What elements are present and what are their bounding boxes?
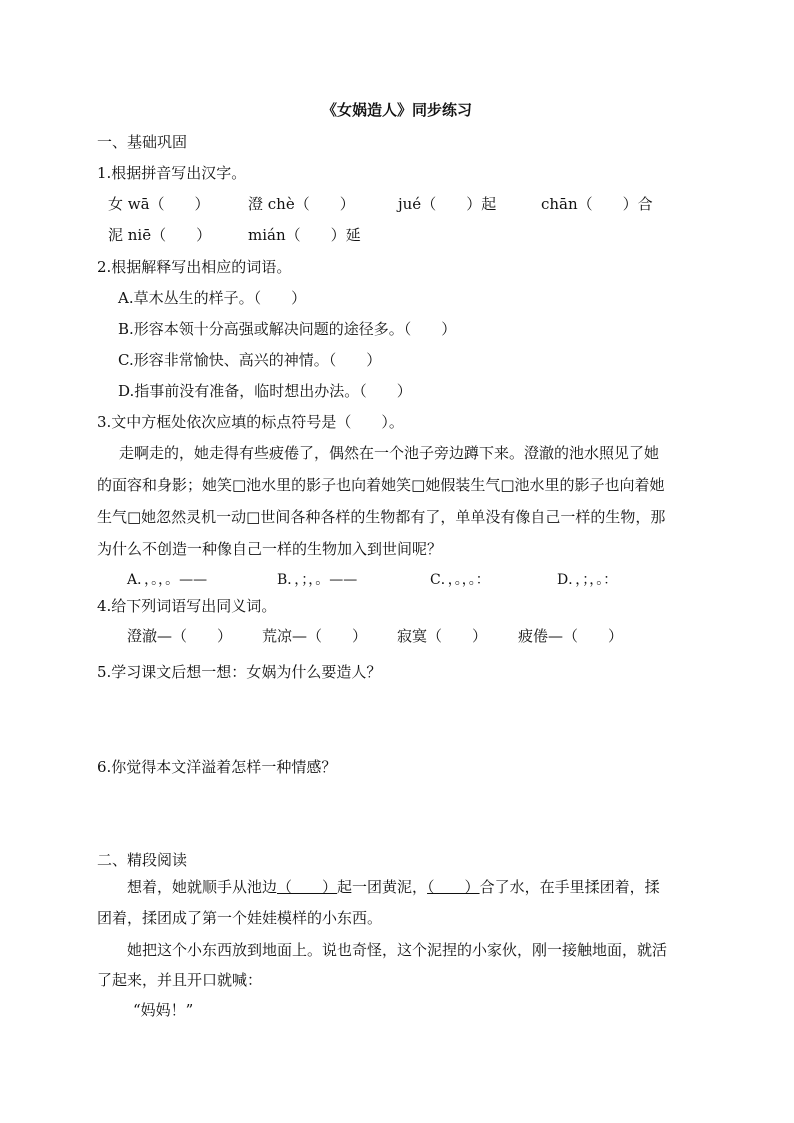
- fill-blank-2: （ ）: [427, 878, 480, 896]
- reading-text: 想着，她就顺手从池边: [127, 878, 278, 896]
- reading-quote: “妈妈！”: [133, 1001, 194, 1019]
- q1-pinyin-item: 泥 niē（ ）: [108, 226, 212, 244]
- q2-definition-item: C.形容非常愉快、高兴的神情。（ ）: [118, 351, 382, 369]
- q1-pinyin-item: jué（ ）起: [398, 195, 497, 213]
- question-2-prompt: 2.根据解释写出相应的词语。: [97, 258, 292, 276]
- q3-option-b: B．，；，。——: [277, 572, 358, 588]
- q2-definition-item: A.草木丛生的样子。（ ）: [118, 289, 307, 307]
- q1-pinyin-item: mián（ ）延: [248, 226, 361, 244]
- q3-option-a: A．，。，。——: [127, 572, 208, 588]
- q4-synonym-item: 寂寞（ ）: [397, 627, 488, 645]
- reading-paragraph-1-line-1: [127, 877, 701, 897]
- reading-text: 合了水，在手里揉团着，揉: [479, 878, 660, 896]
- reading-paragraph-2-line-1: 她把这个小东西放到地面上。说也奇怪，这个泥捏的小家伙，刚一接触地面，就活: [127, 941, 668, 959]
- q2-definition-item: D.指事前没有准备，临时想出办法。（ ）: [118, 382, 412, 400]
- reading-paragraph-1-line-2: 团着，揉团成了第一个娃娃模样的小东西。: [97, 909, 383, 927]
- reading-paragraph-2-line-2: 了起来，并且开口就喊：: [97, 971, 263, 989]
- question-6-prompt: 6.你觉得本文洋溢着怎样一种情感？: [97, 758, 337, 776]
- fill-blank-1: （ ）: [277, 878, 338, 896]
- reading-text: 起一团黄泥，: [337, 878, 428, 896]
- q4-synonym-item: 澄澈—（ ）: [127, 627, 233, 645]
- q2-definition-item: B.形容本领十分高强或解决问题的途径多。（ ）: [118, 320, 457, 338]
- question-4-prompt: 4.给下列词语写出同义词。: [97, 597, 277, 615]
- q4-synonym-item: 荒凉—（ ）: [262, 627, 368, 645]
- q3-passage-line: 走啊走的，她走得有些疲倦了，偶然在一个池子旁边蹲下来。澄澈的池水照见了她: [119, 444, 660, 462]
- q4-synonym-item: 疲倦—（ ）: [518, 627, 624, 645]
- q3-option-d: D．，；，。：: [557, 572, 618, 588]
- q3-passage-line: 生气□她忽然灵机一动□世间各种各样的生物都有了，单单没有像自己一样的生物，那: [97, 508, 666, 526]
- question-1-prompt: 1.根据拼音写出汉字。: [97, 164, 247, 182]
- q3-passage-line: 为什么不创造一种像自己一样的生物加入到世间呢？: [97, 540, 443, 558]
- q3-passage-line: 的面容和身影；她笑□池水里的影子也向着她笑□她假装生气□池水里的影子也向着她: [97, 476, 665, 494]
- q3-option-c: C．，。，。：: [430, 572, 490, 588]
- q1-pinyin-item: 女 wā（ ）: [108, 195, 210, 213]
- question-5-prompt: 5.学习课文后想一想：女娲为什么要造人？: [97, 663, 382, 681]
- q1-pinyin-item: 澄 chè（ ）: [248, 195, 355, 213]
- question-3-prompt: 3.文中方框处依次应填的标点符号是（ ）。: [97, 413, 404, 431]
- q1-pinyin-item: chān（ ）合: [541, 195, 653, 213]
- section-heading-basics: 一、基础巩固: [97, 133, 188, 151]
- section-heading-reading: 二、精段阅读: [97, 851, 188, 869]
- page-title: 《女娲造人》同步练习: [321, 101, 472, 119]
